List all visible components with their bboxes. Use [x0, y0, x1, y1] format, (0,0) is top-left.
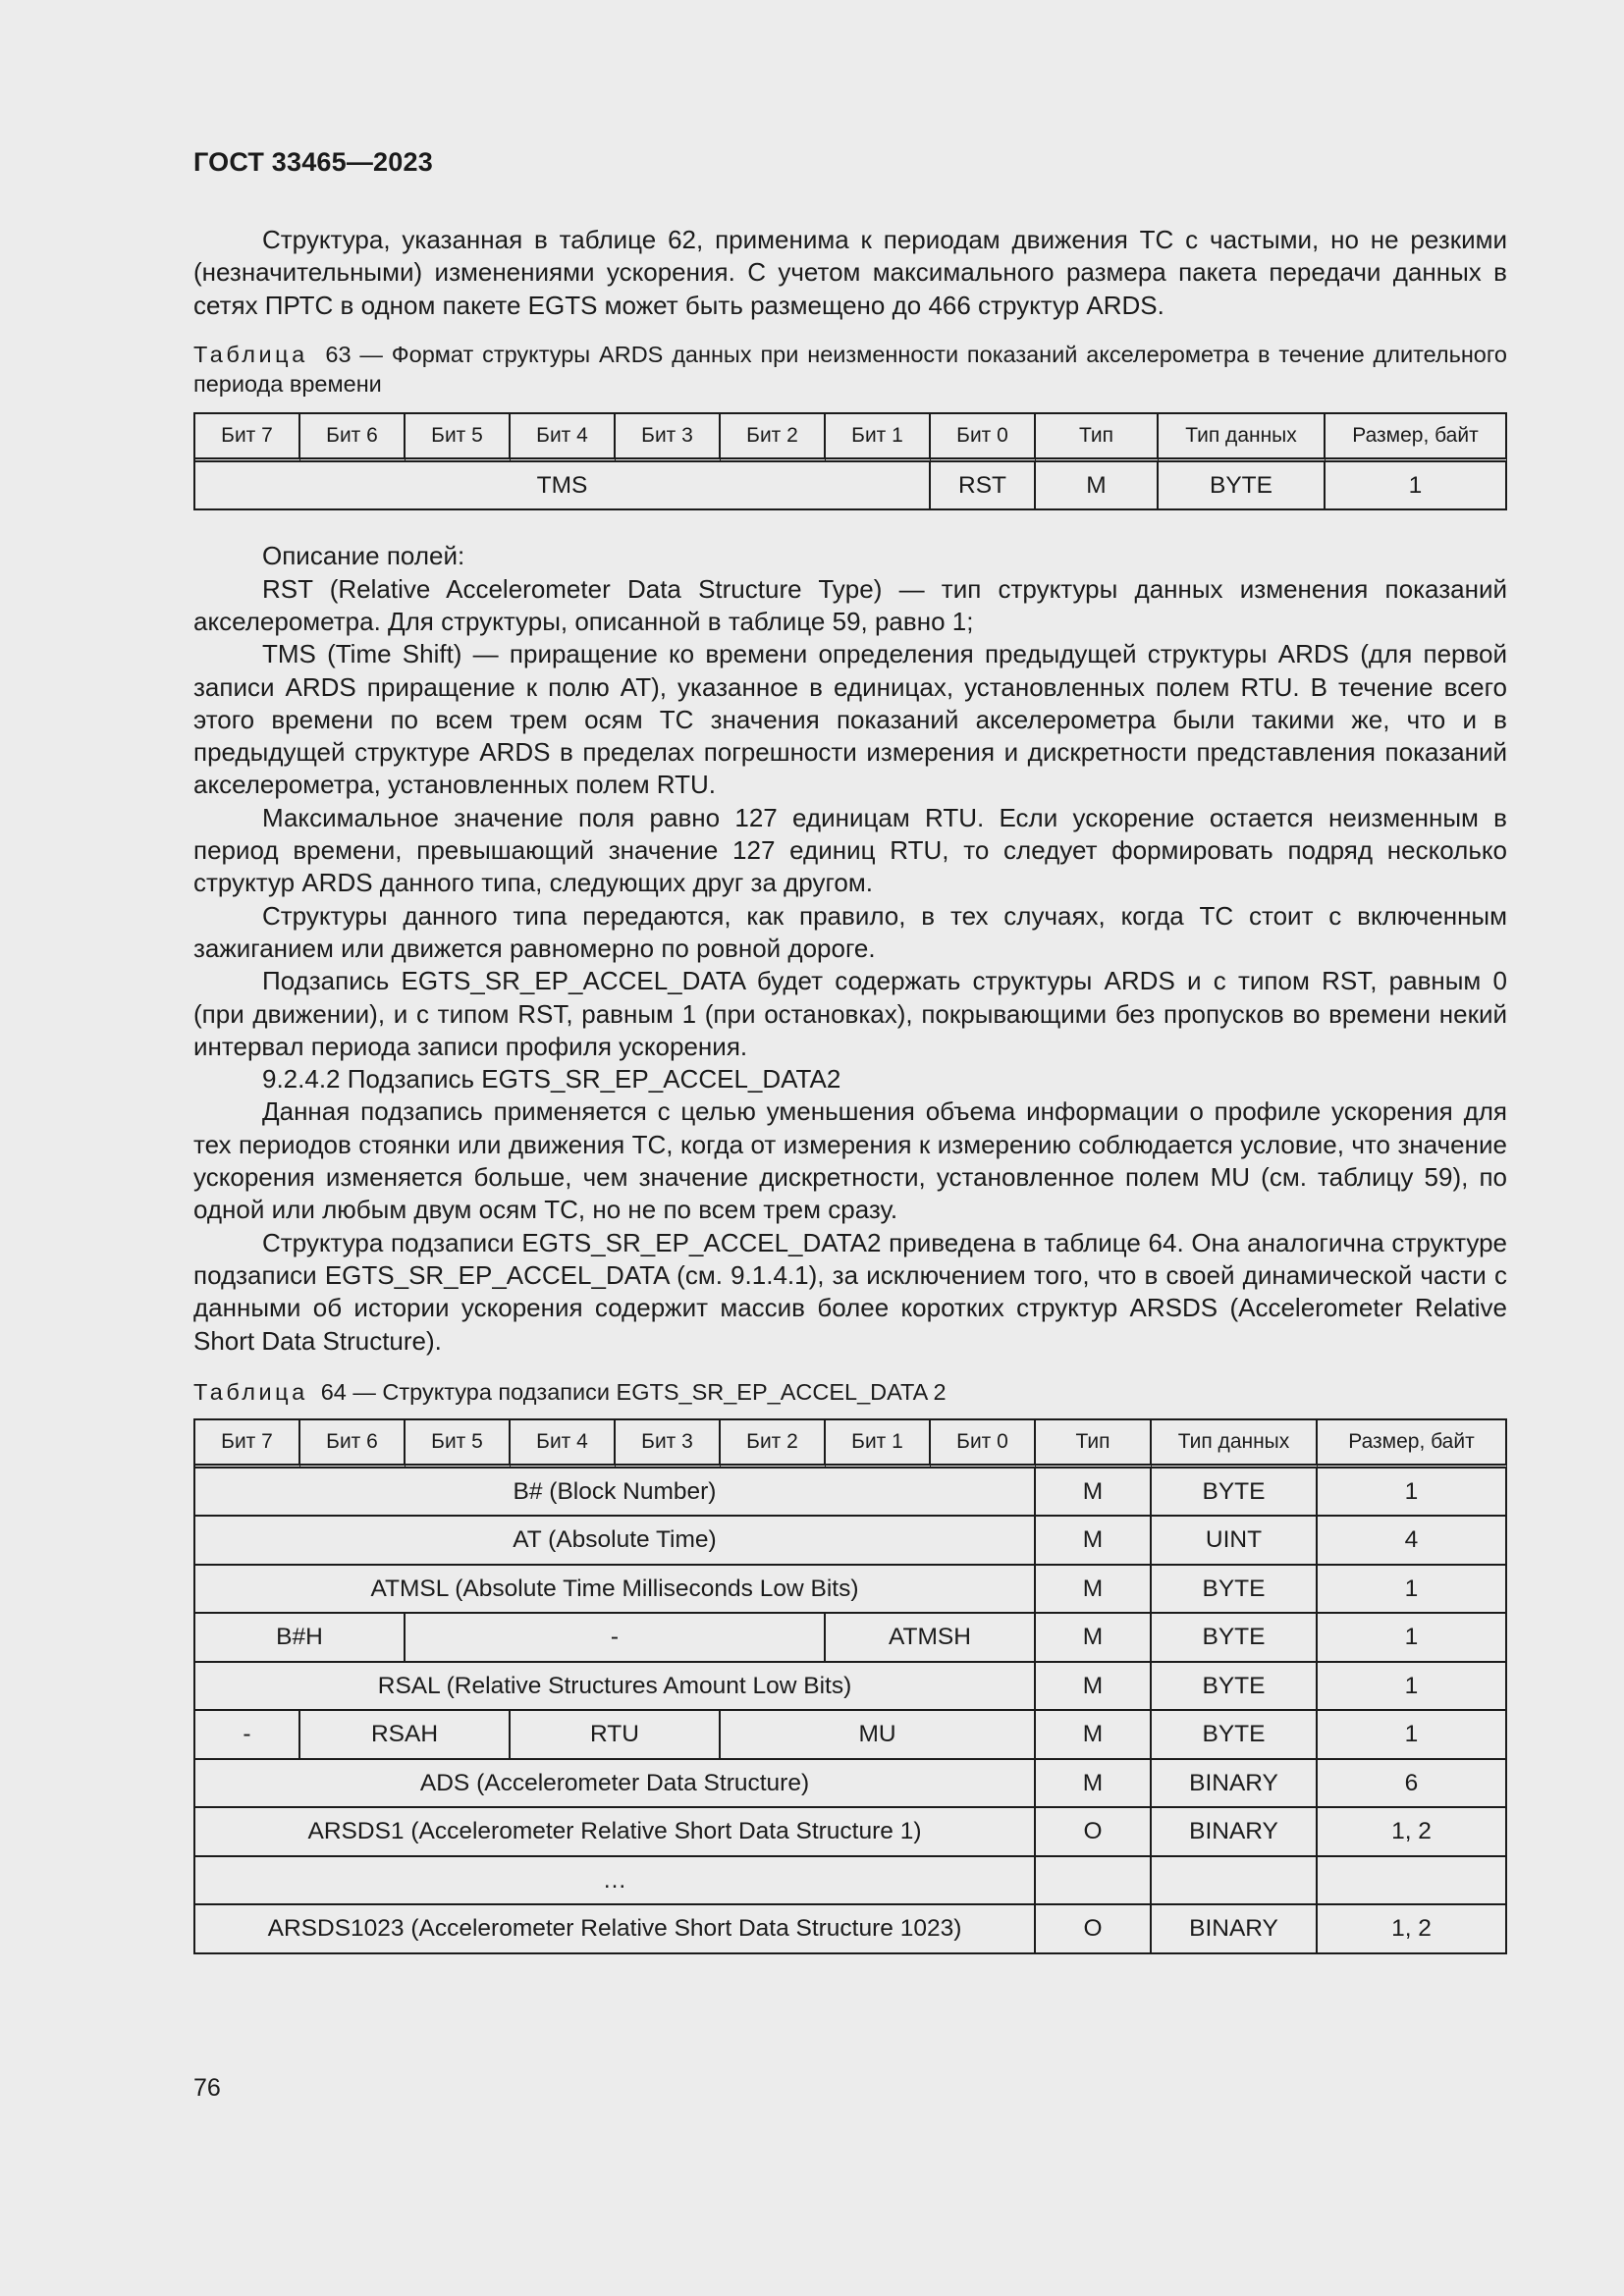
cell-data-type: BYTE: [1152, 1711, 1318, 1760]
header-cell: Бит 4: [511, 1420, 616, 1468]
cell-type: [1036, 1857, 1152, 1906]
cell-data-type: [1152, 1857, 1318, 1906]
cell-data-type: BINARY: [1152, 1808, 1318, 1857]
header-cell: Бит 0: [931, 1420, 1036, 1468]
paragraph: RST (Relative Accelerometer Data Structure Type) — тип структуры данных изменения показаний акселерометра. Для структуры, описанной в таблице 59, равно 1;: [193, 573, 1507, 636]
cell-size: [1318, 1857, 1507, 1906]
page-number: 76: [193, 2074, 221, 2102]
cell-bnh: B#H: [195, 1614, 406, 1663]
cell-type: M: [1036, 1663, 1152, 1712]
cell-data-type: BINARY: [1152, 1760, 1318, 1809]
cell-name: AT (Absolute Time): [195, 1517, 1036, 1566]
cell-type: M: [1036, 1614, 1152, 1663]
cell-name: B# (Block Number): [195, 1468, 1036, 1518]
cell-type: O: [1036, 1808, 1152, 1857]
table-63-caption: [193, 340, 1507, 399]
paragraph: Описание полей:: [262, 541, 465, 571]
cell-size: 1: [1318, 1614, 1507, 1663]
table-63-caption-label: Таблица: [193, 341, 308, 367]
table-row-bnh: [195, 1614, 1507, 1663]
table-63-header-row: [195, 414, 1507, 462]
cell-size: 1: [1326, 462, 1507, 511]
header-cell: Бит 5: [406, 1420, 511, 1468]
header-cell: Бит 2: [721, 414, 826, 462]
header-cell: Бит 7: [195, 414, 300, 462]
cell-rsah: RSAH: [300, 1711, 511, 1760]
header-cell: Бит 6: [300, 414, 406, 462]
paragraph: Максимальное значение поля равно 127 единицам RTU. Если ускорение остается неизменным в период времени, превышающий значение 127 единиц RTU, то следует формировать подряд несколько структур ARDS данного типа, следующих друг за другом.: [193, 802, 1507, 898]
section-heading: 9.2.4.2 Подзапись EGTS_SR_EP_ACCEL_DATA2: [262, 1064, 841, 1095]
header-cell: Тип данных: [1152, 1420, 1318, 1468]
cell-data-type: BYTE: [1152, 1566, 1318, 1615]
cell-name: …: [195, 1857, 1036, 1906]
header-cell: Тип данных: [1159, 414, 1326, 462]
header-cell: Бит 1: [826, 1420, 931, 1468]
cell-data-type: BYTE: [1152, 1468, 1318, 1518]
cell-rtu: RTU: [511, 1711, 721, 1760]
header-cell: Бит 1: [826, 414, 931, 462]
cell-size: 1: [1318, 1566, 1507, 1615]
header-cell: Тип: [1036, 414, 1159, 462]
header-cell: Бит 0: [931, 414, 1036, 462]
page-content: [193, 224, 1507, 1954]
cell-rst: RST: [931, 462, 1036, 511]
cell-reserved: -: [406, 1614, 826, 1663]
header-cell: Бит 5: [406, 414, 511, 462]
table-row-block-number: [195, 1468, 1507, 1518]
cell-size: 1: [1318, 1711, 1507, 1760]
cell-size: 1, 2: [1318, 1808, 1507, 1857]
cell-name: ARSDS1 (Accelerometer Relative Short Data Structure 1): [195, 1808, 1036, 1857]
cell-name: ADS (Accelerometer Data Structure): [195, 1760, 1036, 1809]
cell-name: RSAL (Relative Structures Amount Low Bits): [195, 1663, 1036, 1712]
header-cell: Тип: [1036, 1420, 1152, 1468]
table-row-atmsl: [195, 1566, 1507, 1615]
header-cell: Размер, байт: [1318, 1420, 1507, 1468]
cell-data-type: BINARY: [1152, 1905, 1318, 1954]
table-64-caption: [193, 1377, 1507, 1407]
paragraph: Структуры данного типа передаются, как правило, в тех случаях, когда ТС стоит с включенным зажиганием или движется равномерно по ровной дороге.: [193, 900, 1507, 963]
header-cell: Бит 4: [511, 414, 616, 462]
cell-type: O: [1036, 1905, 1152, 1954]
table-row-rsal: [195, 1663, 1507, 1712]
cell-size: 1: [1318, 1468, 1507, 1518]
paragraph: Структура подзаписи EGTS_SR_EP_ACCEL_DATA2 приведена в таблице 64. Она аналогична структуре подзаписи EGTS_SR_EP_ACCEL_DATA (см. 9.1.4.1), за исключением того, что в своей динамической части с данными об истории ускорения содержит массив более коротких структур ARSDS (Accelerometer Relative Short Data Structure).: [193, 1227, 1507, 1356]
table-row-ads: [195, 1760, 1507, 1809]
cell-size: 1, 2: [1318, 1905, 1507, 1954]
cell-name: ATMSL (Absolute Time Milliseconds Low Bits): [195, 1566, 1036, 1615]
document-header: ГОСТ 33465—2023: [193, 147, 433, 177]
paragraph: Подзапись EGTS_SR_EP_ACCEL_DATA будет содержать структуры ARDS и с типом RST, равным 0 (при движении), и с типом RST, равным 1 (при остановках), покрывающими без пропусков во времени некий интервал периода записи профиля ускорения.: [193, 966, 1507, 1061]
cell-data-type: BYTE: [1152, 1663, 1318, 1712]
cell-type: M: [1036, 1760, 1152, 1809]
cell-tms: TMS: [195, 462, 931, 511]
table-64: [193, 1418, 1507, 1954]
table-63-caption-text: 63 — Формат структуры ARDS данных при неизменности показаний акселерометра в течение длительного периода времени: [193, 341, 1508, 397]
cell-type: M: [1036, 1566, 1152, 1615]
cell-data-type: UINT: [1152, 1517, 1318, 1566]
table-row-arsds1023: [195, 1905, 1507, 1954]
table-row-absolute-time: [195, 1517, 1507, 1566]
cell-size: 4: [1318, 1517, 1507, 1566]
cell-size: 6: [1318, 1760, 1507, 1809]
header-cell: Бит 2: [721, 1420, 826, 1468]
cell-size: 1: [1318, 1663, 1507, 1712]
table-63: [193, 412, 1507, 511]
cell-atmsh: ATMSH: [826, 1614, 1036, 1663]
header-cell: Бит 3: [616, 1420, 721, 1468]
cell-mu: MU: [721, 1711, 1036, 1760]
cell-type: M: [1036, 1711, 1152, 1760]
table-row-rsah: [195, 1711, 1507, 1760]
cell-type: M: [1036, 1517, 1152, 1566]
header-cell: Бит 7: [195, 1420, 300, 1468]
header-cell: Размер, байт: [1326, 414, 1507, 462]
table-row-ellipsis: [195, 1857, 1507, 1906]
table-64-caption-label: Таблица: [193, 1378, 308, 1405]
paragraph: Данная подзапись применяется с целью уменьшения объема информации о профиле ускорения для тех периодов стоянки или движения ТС, когда от измерения к измерению соблюдается условие, что значение ускорения изменяется больше, чем значение дискретности, установленное полем MU (см. таблицу 59), по одной или любым двум осям ТС, но не по всем трем сразу.: [193, 1096, 1507, 1225]
header-cell: Бит 6: [300, 1420, 406, 1468]
paragraph: TMS (Time Shift) — приращение ко времени определения предыдущей структуры ARDS (для первой записи ARDS приращение к полю AT), указанное в единицах, установленных полем RTU. В течение всего этого времени по всем трем осям ТС значения показаний акселерометра были такими же, что и в предыдущей структуре ARDS в пределах погрешности измерения и дискретности представления показаний акселерометра, установленных полем RTU.: [193, 639, 1507, 800]
cell-name: ARSDS1023 (Accelerometer Relative Short Data Structure 1023): [195, 1905, 1036, 1954]
intro-paragraph: Структура, указанная в таблице 62, применима к периодам движения ТС с частыми, но не резкими (незначительными) изменениями ускорения. С учетом максимального размера пакета передачи данных в сетях ПРТС в одном пакете EGTS может быть размещено до 466 структур ARDS.: [193, 225, 1507, 320]
table-row: [195, 462, 1507, 511]
table-64-header-row: [195, 1420, 1507, 1468]
table-64-caption-text: 64 — Структура подзаписи EGTS_SR_EP_ACCEL_DATA 2: [320, 1378, 947, 1405]
cell-data-type: BYTE: [1159, 462, 1326, 511]
cell-reserved: -: [195, 1711, 300, 1760]
header-cell: Бит 3: [616, 414, 721, 462]
field-descriptions: [193, 540, 1507, 1357]
cell-type: M: [1036, 1468, 1152, 1518]
cell-data-type: BYTE: [1152, 1614, 1318, 1663]
cell-type: M: [1036, 462, 1159, 511]
table-row-arsds1: [195, 1808, 1507, 1857]
